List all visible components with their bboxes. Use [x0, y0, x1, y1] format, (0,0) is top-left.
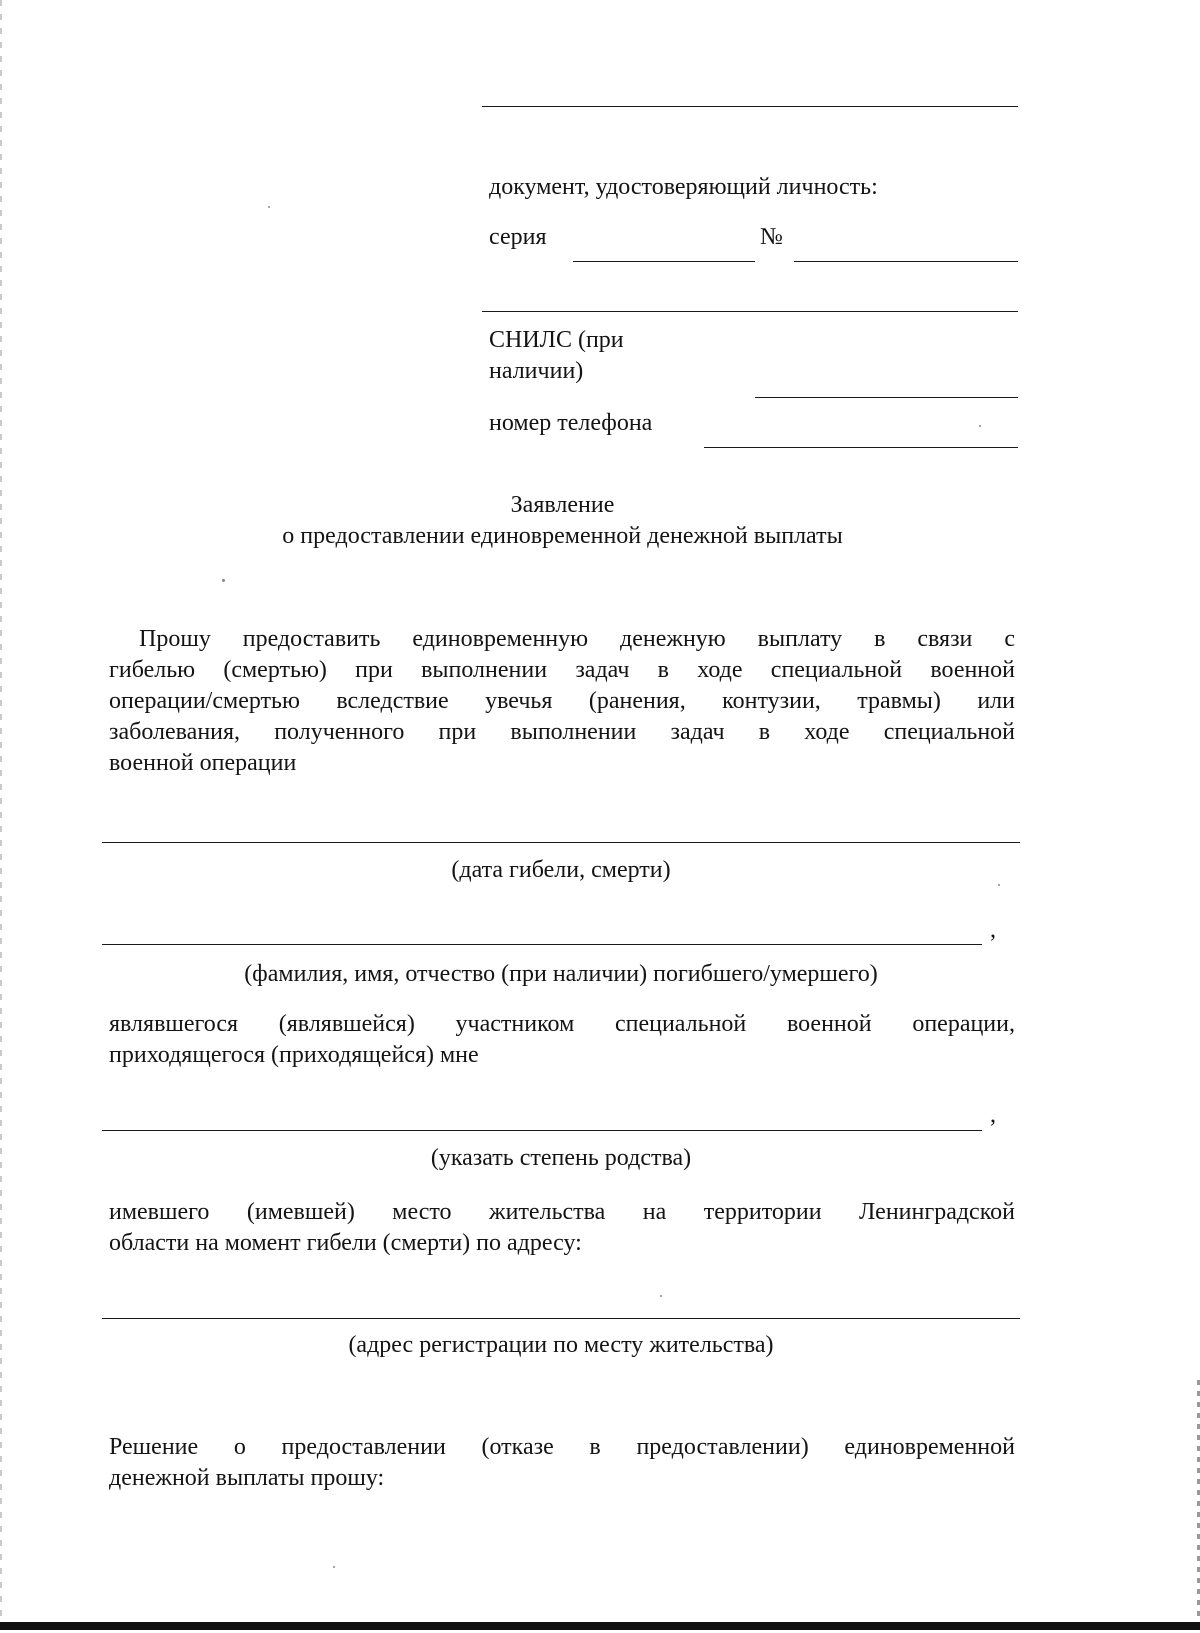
snils-label-line1: СНИЛС (при — [489, 327, 624, 353]
scan-speck — [998, 884, 1000, 886]
residence-line-2: области на момент гибели (смерти) по адресу: — [109, 1230, 582, 1256]
address-field[interactable] — [102, 1318, 1020, 1319]
number-field[interactable] — [794, 261, 1018, 262]
scan-speck — [979, 425, 981, 427]
identity-document-label: документ, удостоверяющий личность: — [489, 174, 878, 200]
participant-line-1: являвшегося (являвшейся) участником специальной военной операции, — [109, 1011, 1015, 1037]
request-line-4: заболевания, полученного при выполнении задач в ходе специальной — [109, 719, 1015, 745]
snils-field[interactable] — [755, 397, 1018, 398]
address-caption: (адрес регистрации по месту жительства) — [348, 1332, 774, 1358]
document-subtitle: о предоставлении единовременной денежной выплаты — [282, 523, 843, 549]
scan-left-edge — [0, 0, 2, 1633]
relationship-caption: (указать степень родства) — [430, 1145, 692, 1171]
deceased-name-comma: , — [990, 917, 996, 943]
participant-line-2: приходящегося (приходящейся) мне — [109, 1042, 479, 1068]
participant-paragraph — [109, 1009, 1015, 1071]
relationship-comma: , — [990, 1102, 996, 1128]
phone-label: номер телефона — [489, 410, 653, 436]
series-field[interactable] — [573, 261, 755, 262]
decision-paragraph — [109, 1432, 1015, 1494]
request-line-2: гибелью (смертью) при выполнении задач в ходе специальной военной — [109, 657, 1015, 683]
phone-field[interactable] — [704, 447, 1018, 448]
deceased-name-caption: (фамилия, имя, отчество (при наличии) погибшего/умершего) — [244, 961, 878, 987]
scan-bottom-edge — [0, 1622, 1200, 1630]
scan-speck — [268, 206, 270, 208]
decision-line-1: Решение о предоставлении (отказе в предоставлении) единовременной — [109, 1434, 1015, 1460]
deceased-name-field[interactable] — [102, 944, 982, 945]
series-label: серия — [489, 224, 547, 250]
applicant-name-line[interactable] — [482, 106, 1018, 107]
scan-speck — [222, 579, 225, 582]
document-title: Заявление — [510, 492, 615, 518]
number-sign-label: № — [760, 224, 783, 250]
scan-speck — [333, 1566, 335, 1568]
relationship-field[interactable] — [102, 1130, 982, 1131]
snils-label-line2: наличии) — [489, 358, 584, 384]
request-line-1: Прошу предоставить единовременную денежную выплату в связи с — [139, 626, 1015, 652]
residence-line-1: имевшего (имевшей) место жительства на территории Ленинградской — [109, 1199, 1015, 1225]
decision-line-2: денежной выплаты прошу: — [109, 1465, 385, 1491]
request-paragraph — [109, 624, 1015, 779]
issued-by-line[interactable] — [482, 311, 1018, 312]
death-date-caption: (дата гибели, смерти) — [451, 857, 671, 883]
residence-paragraph — [109, 1197, 1015, 1259]
death-date-field[interactable] — [102, 842, 1020, 843]
scan-speck — [660, 1295, 662, 1297]
request-line-5: военной операции — [109, 750, 297, 776]
request-line-3: операции/смертью вследствие увечья (ранения, контузии, травмы) или — [109, 688, 1015, 714]
